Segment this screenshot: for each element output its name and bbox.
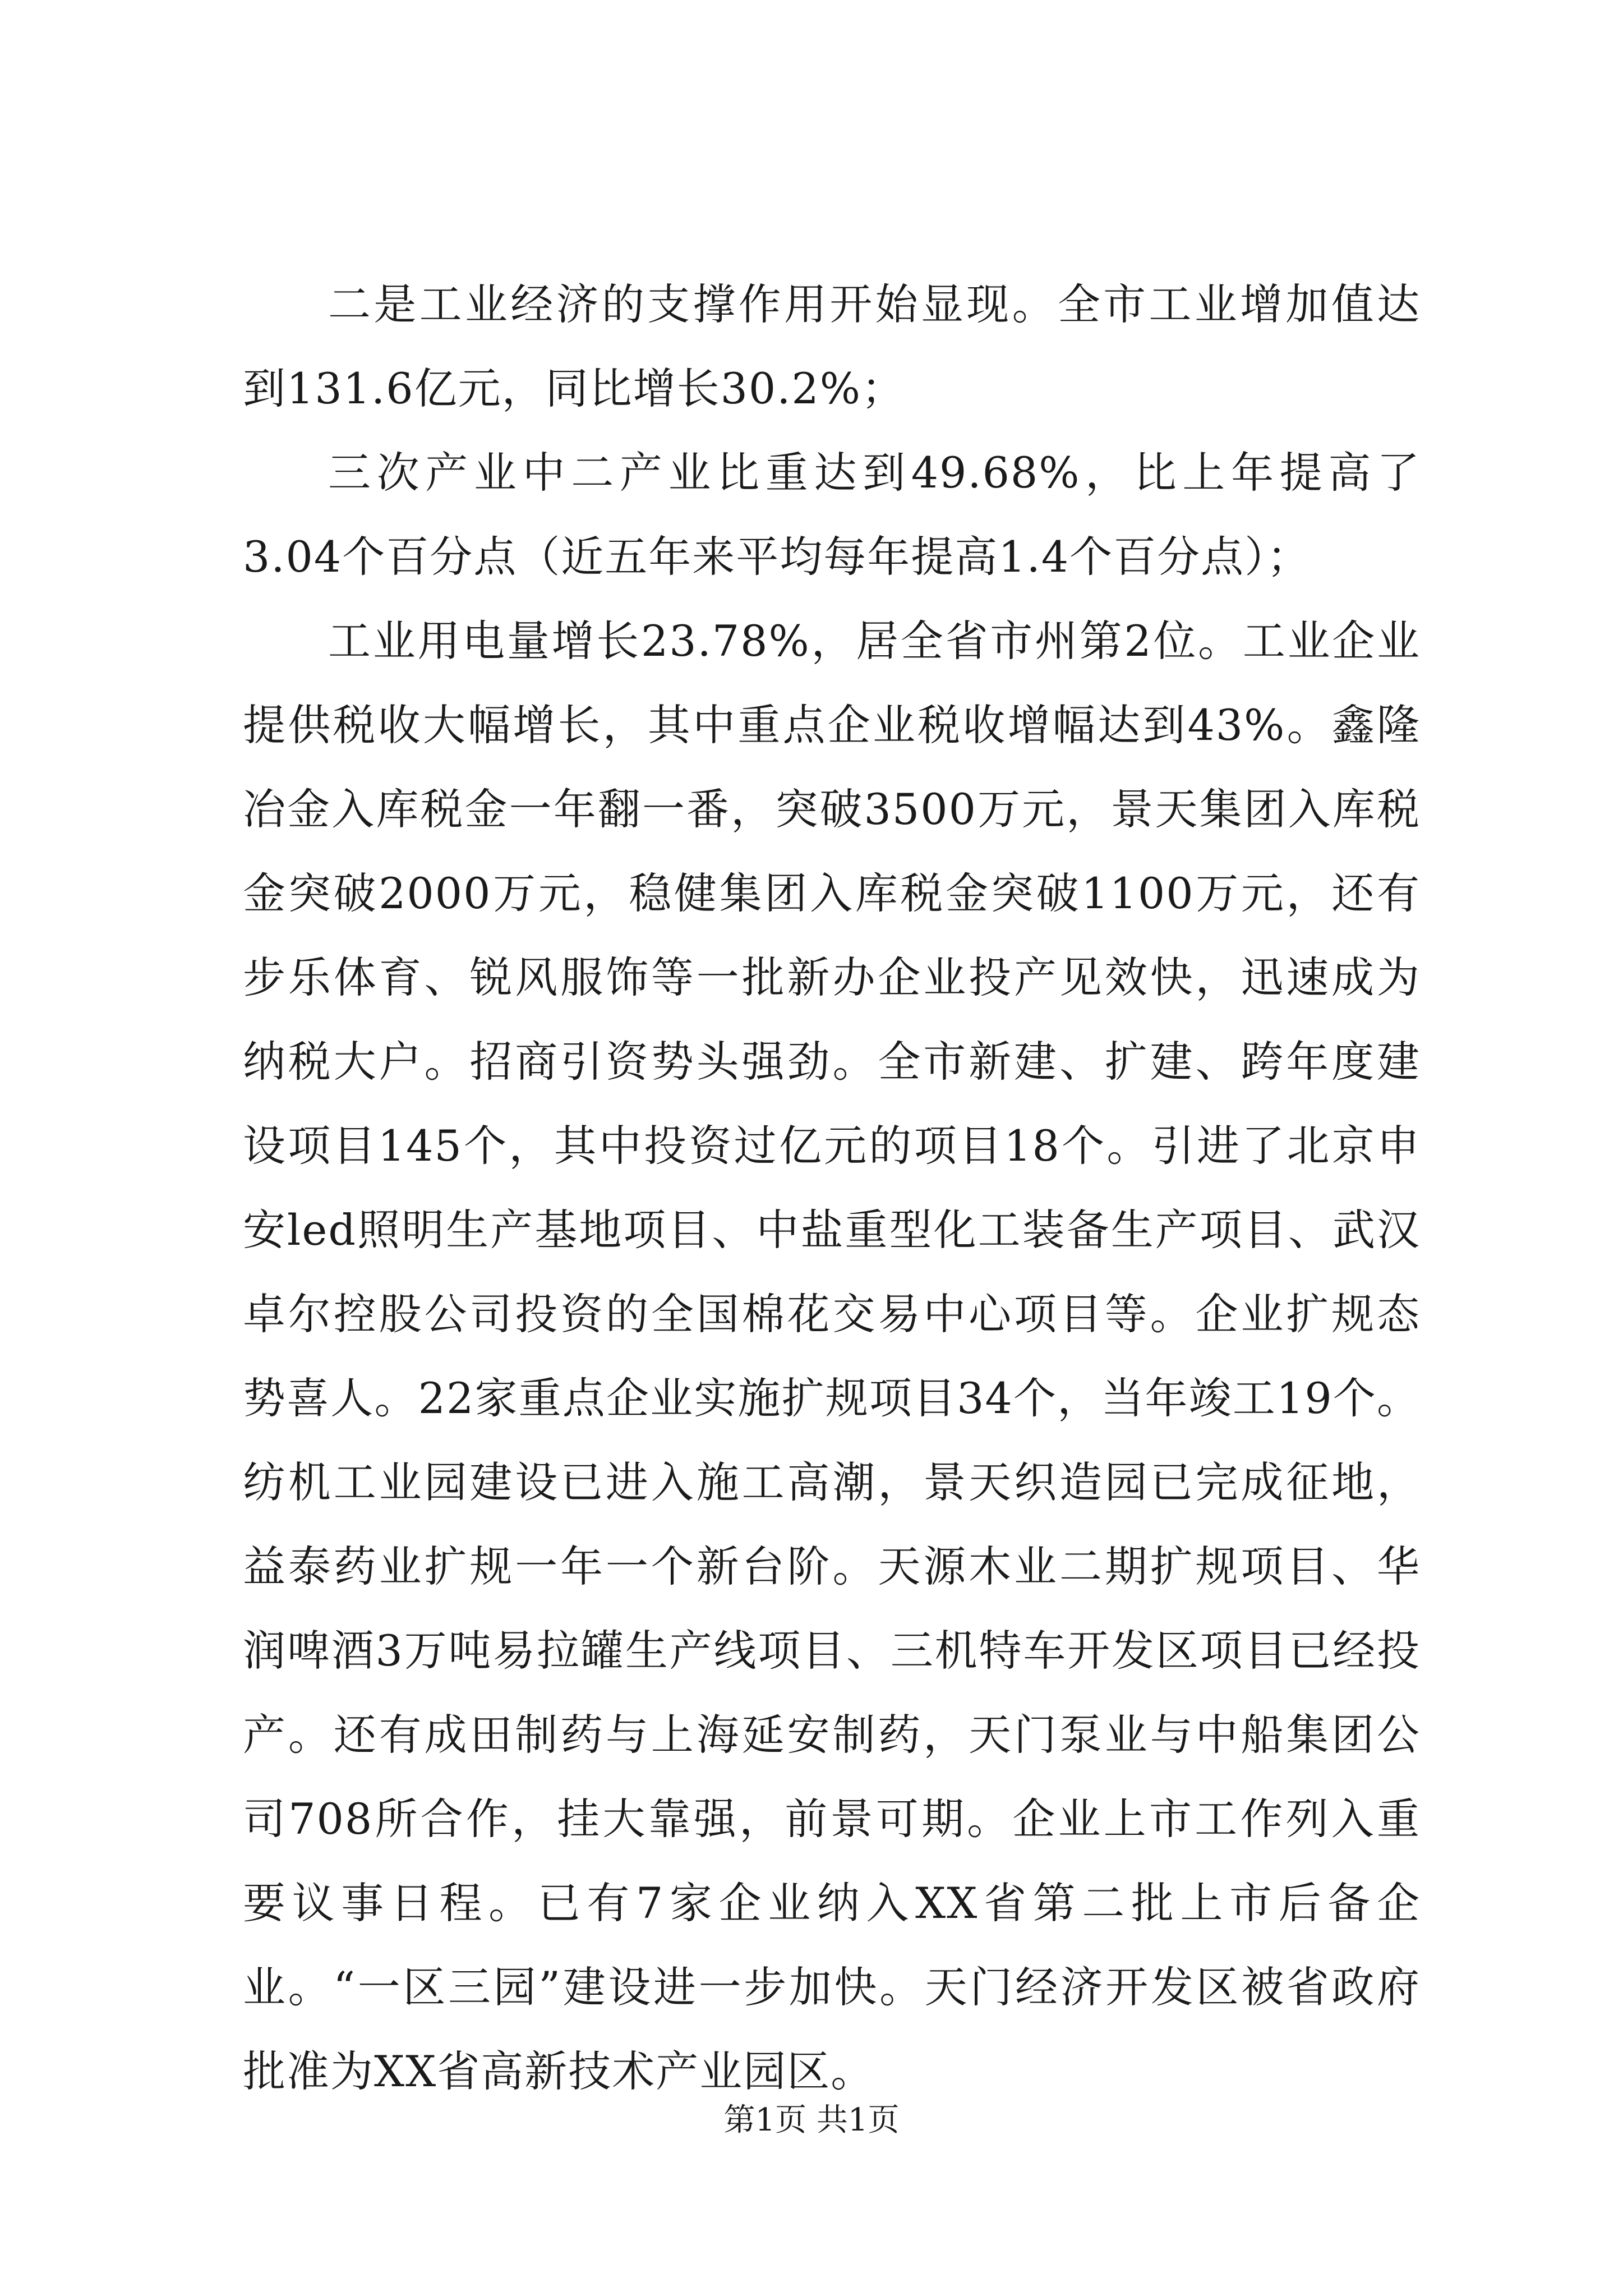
document-body [243, 263, 1421, 2114]
paragraph-industry-details: 工业用电量增长23.78%，居全省市州第2位。工业企业提供税收大幅增长，其中重点企业税收增幅达到43%。鑫隆冶金入库税金一年翻一番，突破3500万元，景天集团入库税金突破2000万元，稳健集团入库税金突破1100万元，还有步乐体育、锐风服饰等一批新办企业投产见效快，迅速成为纳税大户。招商引资势头强劲。全市新建、扩建、跨年度建设项目145个，其中投资过亿元的项目18个。引进了北京申安led照明生产基地项目、中盐重型化工装备生产项目、武汉卓尔控股公司投资的全国棉花交易中心项目等。企业扩规态势喜人。22家重点企业实施扩规项目34个，当年竣工19个。纺机工业园建设已进入施工高潮，景天织造园已完成征地，益泰药业扩规一年一个新台阶。天源木业二期扩规项目、华润啤酒3万吨易拉罐生产线项目、三机特车开发区项目已经投产。还有成田制药与上海延安制药，天门泵业与中船集团公司708所合作，挂大靠强，前景可期。企业上市工作列入重要议事日程。已有7家企业纳入XX省第二批上市后备企业。“一区三园”建设进一步加快。天门经济开发区被省政府批准为XX省高新技术产业园区。 [243, 616, 1421, 2096]
paragraph-industry-value: 二是工业经济的支撑作用开始显现。全市工业增加值达到131.6亿元，同比增长30.2%； [243, 279, 1421, 413]
paragraph-secondary-industry: 三次产业中二产业比重达到49.68%，比上年提高了3.04个百分点（近五年来平均每年提高1.4个百分点）； [243, 448, 1421, 582]
page-footer: 第1页 共1页 [723, 2102, 900, 2138]
